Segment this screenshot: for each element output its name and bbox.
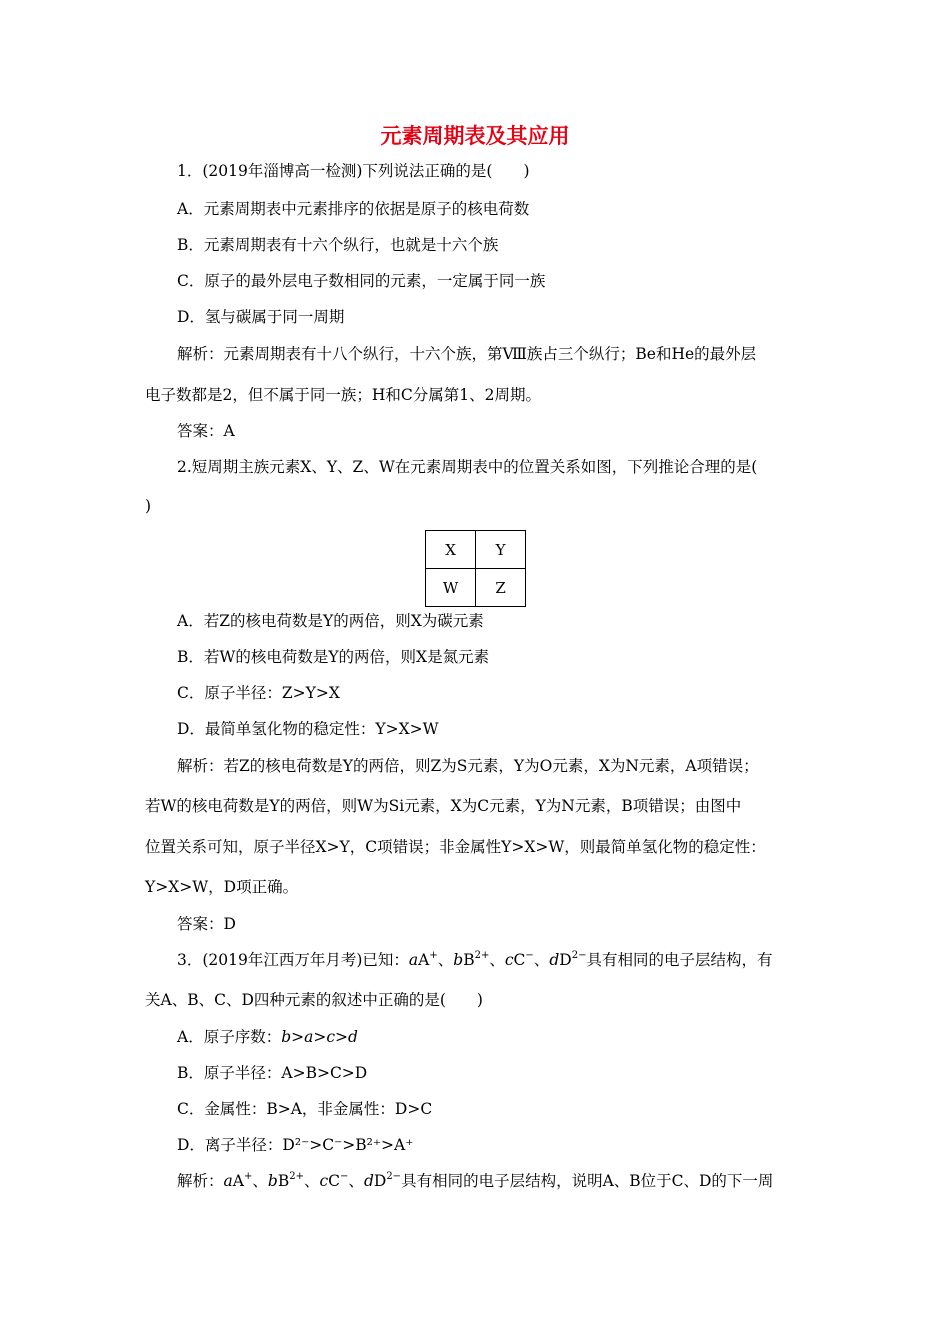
question-2-option-b: B．若W的核电荷数是Y的两倍，则X是氮元素 — [177, 648, 490, 666]
question-2-stem-line-1: 2.短周期主族元素X、Y、Z、W在元素周期表中的位置关系如图，下列推论合理的是( — [177, 458, 758, 476]
question-1-stem: 1．(2019年淄博高一检测)下列说法正确的是( ) — [177, 162, 530, 180]
question-2-answer: 答案：D — [177, 915, 236, 933]
grid-row — [426, 569, 526, 607]
question-3-stem-line-2: 关A、B、C、D四种元素的叙述中正确的是( ) — [145, 991, 483, 1009]
question-3-option-d: D．离子半径：D²⁻>C⁻>B²⁺>A⁺ — [177, 1136, 414, 1154]
question-1-analysis-line-1: 解析：元素周期表有十八个纵行，十六个族，第Ⅷ族占三个纵行；Be和He的最外层 — [177, 345, 757, 363]
question-3-analysis-line-1: 解析：aA+、$bB^{2+}$、cC−、$dD^{2-}$具有相同的电子层结构，说明A、B位于C、D的下一周 — [177, 1171, 774, 1190]
question-2-analysis-line-2: 若W的核电荷数是Y的两倍，则W为Si元素，X为C元素，Y为N元素，B项错误；由图中 — [145, 797, 742, 815]
grid-row — [426, 531, 526, 569]
question-3-stem-line-1: 3．(2019年江西万年月考)已知：aA+、$bB^{2+}$、cC−、$dD^{2-}$具有相同的电子层结构，有 — [177, 950, 773, 969]
question-2-analysis-line-4: Y>X>W，D项正确。 — [145, 878, 299, 896]
question-1-option-c: C．原子的最外层电子数相同的元素，一定属于同一族 — [177, 272, 546, 290]
question-1-option-a: A．元素周期表中元素排序的依据是原子的核电荷数 — [177, 200, 530, 218]
periodic-position-grid — [425, 530, 526, 607]
grid-cell-z: Z — [476, 569, 526, 607]
question-2-option-a: A．若Z的核电荷数是Y的两倍，则X为碳元素 — [177, 612, 484, 630]
question-3-stem-suffix: 具有相同的电子层结构，有 — [586, 951, 773, 969]
page-title: 元素周期表及其应用 — [380, 124, 570, 148]
question-2-analysis-line-1: 解析：若Z的核电荷数是Y的两倍，则Z为S元素，Y为O元素，X为N元素，A项错误； — [177, 757, 759, 775]
question-3-stem-prefix: 3．(2019年江西万年月考)已知： — [177, 951, 409, 969]
question-2-option-c: C．原子半径：Z>Y>X — [177, 684, 340, 702]
question-2-analysis-line-3: 位置关系可知，原子半径X>Y，C项错误；非金属性Y>X>W，则最简单氢化物的稳定性： — [145, 838, 766, 856]
question-1-option-b: B．元素周期表有十六个纵行，也就是十六个族 — [177, 236, 499, 254]
question-3-analysis-suffix: 具有相同的电子层结构，说明A、B位于C、D的下一周 — [401, 1172, 774, 1190]
question-3-option-a — [177, 1027, 358, 1047]
grid-cell-y: Y — [476, 531, 526, 569]
question-2-option-d: D．最简单氢化物的稳定性：Y>X>W — [177, 720, 439, 738]
question-3-option-a-value: b>a>c>d — [281, 1028, 358, 1046]
grid-cell-w: W — [426, 569, 476, 607]
question-3-option-c: C．金属性：B>A，非金属性：D>C — [177, 1100, 433, 1118]
question-1-answer: 答案：A — [177, 422, 235, 440]
question-1-analysis-line-2: 电子数都是2，但不属于同一族；H和C分属第1、2周期。 — [145, 386, 541, 404]
question-3-analysis-prefix: 解析： — [177, 1172, 224, 1190]
question-1-option-d: D．氢与碳属于同一周期 — [177, 308, 345, 326]
grid-cell-x: X — [426, 531, 476, 569]
question-2-stem-line-2: ) — [145, 497, 152, 515]
question-3-option-a-label: A．原子序数： — [177, 1028, 282, 1046]
question-3-option-b: B．原子半径：A>B>C>D — [177, 1064, 368, 1082]
